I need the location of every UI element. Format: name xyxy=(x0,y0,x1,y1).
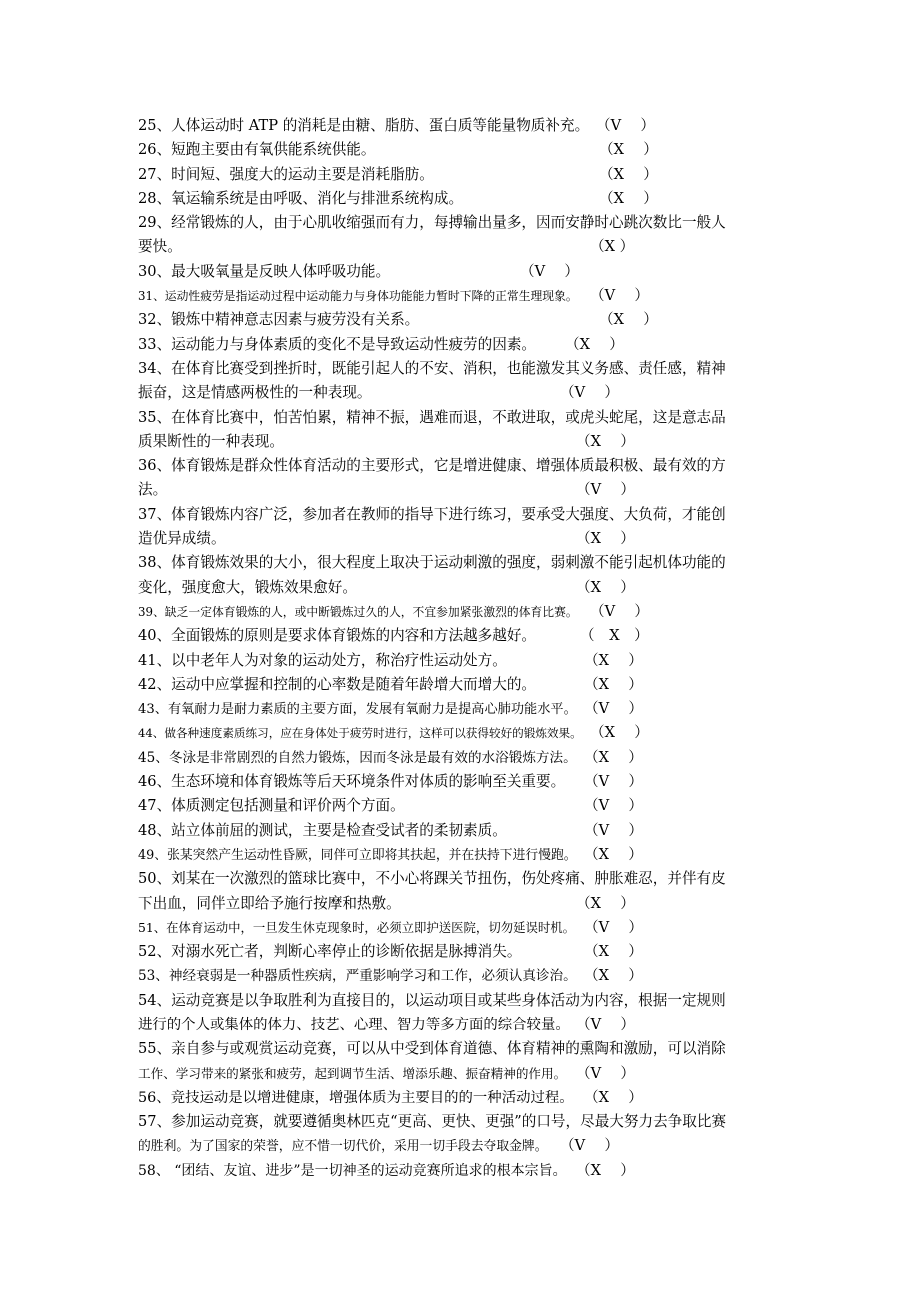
answer-mark: （V ） xyxy=(584,797,643,815)
question-text: 58、 “团结、友谊、进步”是一切神圣的运动竞赛所追求的根本宗旨。 xyxy=(138,1162,567,1179)
question-text: 35、在体育比赛中，怕苦怕累，精神不振，遇难而退，不敢进取，或虎头蛇尾，这是意志品 xyxy=(138,408,726,426)
answer-mark: （X ） xyxy=(576,530,635,548)
question-line xyxy=(138,576,798,600)
question-line xyxy=(138,551,798,575)
answer-mark: （X ） xyxy=(576,1161,635,1179)
question-item xyxy=(138,770,798,794)
question-line xyxy=(138,381,798,405)
answer-mark: （X ） xyxy=(590,238,635,256)
question-line xyxy=(138,163,798,187)
question-line xyxy=(138,770,798,794)
question-line xyxy=(138,308,798,332)
question-line xyxy=(138,697,798,721)
question-line xyxy=(138,260,798,284)
question-line xyxy=(138,1086,798,1110)
question-line xyxy=(138,284,798,308)
question-line xyxy=(138,333,798,357)
question-line xyxy=(138,1110,798,1134)
question-text: 54、运动竞赛是以争取胜利为直接目的，以运动项目或某些身体活动为内容，根据一定规则 xyxy=(138,991,726,1009)
question-text: 55、亲自参与或观赏运动竞赛，可以从中受到体育道德、体育精神的熏陶和激励，可以消除 xyxy=(138,1040,726,1058)
question-line xyxy=(138,454,798,478)
question-text: 下出血，同伴立即给予施行按摩和热敷。 xyxy=(138,894,401,912)
answer-mark: （V ） xyxy=(560,1137,619,1155)
question-text: 56、竞技运动是以增进健康，增强体质为主要目的的一种活动过程。 xyxy=(138,1089,574,1106)
question-item xyxy=(138,138,798,162)
question-item xyxy=(138,721,798,745)
question-text: 39、缺乏一定体育锻炼的人，或中断锻炼过久的人，不宜参加紧张激烈的体育比赛。 xyxy=(138,604,578,619)
question-text: 48、站立体前屈的测试，主要是检查受试者的柔韧素质。 xyxy=(138,821,507,839)
question-item xyxy=(138,503,798,552)
question-text: 26、短跑主要由有氧供能系统供能。 xyxy=(138,141,376,159)
question-item xyxy=(138,308,798,332)
question-item xyxy=(138,211,798,260)
question-text: 造优异成绩。 xyxy=(138,530,226,548)
question-item xyxy=(138,624,798,648)
question-line xyxy=(138,964,798,988)
answer-mark: （V ） xyxy=(590,287,649,305)
question-line xyxy=(138,187,798,211)
question-line xyxy=(138,1062,798,1086)
answer-mark: （X ） xyxy=(584,675,643,693)
question-line xyxy=(138,1013,798,1037)
question-item xyxy=(138,357,798,406)
question-text: 51、在体育运动中，一旦发生休克现象时，必须立即护送医院，切勿延误时机。 xyxy=(138,919,576,935)
question-item xyxy=(138,673,798,697)
answer-mark: （V ） xyxy=(576,1064,635,1082)
question-item xyxy=(138,649,798,673)
true-false-question-list xyxy=(138,114,798,1183)
question-text: 37、体育锻炼内容广泛，参加者在教师的指导下进行练习，要承受大强度、大负荷，才能创 xyxy=(138,505,726,523)
question-line xyxy=(138,1159,798,1183)
question-item xyxy=(138,964,798,988)
answer-mark: （V ） xyxy=(596,117,655,134)
question-text: 29、经常锻炼的人，由于心肌收缩强而有力，每搏输出量多，因而安静时心跳次数比一般人 xyxy=(138,214,726,232)
question-line xyxy=(138,430,798,454)
question-item xyxy=(138,187,798,211)
question-line xyxy=(138,916,798,940)
question-item xyxy=(138,406,798,455)
question-line xyxy=(138,235,798,259)
question-item xyxy=(138,260,798,284)
question-item xyxy=(138,454,798,503)
question-item xyxy=(138,114,798,138)
question-text: 45、冬泳是非常剧烈的自然力锻炼，因而冬泳是最有效的水浴锻炼方法。 xyxy=(138,749,577,766)
question-line xyxy=(138,746,798,770)
question-text: 法。 xyxy=(138,481,168,499)
answer-mark: （X ） xyxy=(576,578,635,596)
question-text: 变化，强度愈大，锻炼效果愈好。 xyxy=(138,578,357,596)
question-text: 46、生态环境和体育锻炼等后天环境条件对体质的影响至关重要。 xyxy=(138,773,566,791)
question-text: 40、全面锻炼的原则是要求体育锻炼的内容和方法越多越好。 xyxy=(138,627,537,645)
question-line xyxy=(138,478,798,502)
question-item xyxy=(138,333,798,357)
question-item xyxy=(138,940,798,964)
question-text: 33、运动能力与身体素质的变化不是导致运动性疲劳的因素。 xyxy=(138,335,537,353)
question-text: 44、做各种速度素质练习，应在身体处于疲劳时进行，这样可以获得较好的锻炼效果。 xyxy=(138,726,582,741)
question-item xyxy=(138,916,798,940)
question-item xyxy=(138,284,798,308)
question-item xyxy=(138,746,798,770)
question-text: 质果断性的一种表现。 xyxy=(138,432,284,450)
question-item xyxy=(138,697,798,721)
answer-mark: （X ） xyxy=(584,967,643,985)
answer-mark: （X ） xyxy=(599,311,658,329)
answer-mark: （ X ） xyxy=(580,627,649,645)
question-line xyxy=(138,503,798,527)
answer-mark: （X ） xyxy=(584,1088,643,1106)
question-text: 42、运动中应掌握和控制的心率数是随着年龄增大而增大的。 xyxy=(138,675,537,693)
question-item xyxy=(138,1159,798,1183)
question-line xyxy=(138,527,798,551)
question-text: 工作、学习带来的紧张和疲劳，起到调节生活、增添乐趣、振奋精神的作用。 xyxy=(138,1065,567,1081)
question-text: 34、在体育比赛受到挫折时，既能引起人的不安、消积，也能激发其义务感、责任感，精神 xyxy=(138,359,726,377)
answer-mark: （X ） xyxy=(584,651,643,669)
question-text: 47、体质测定包括测量和评价两个方面。 xyxy=(138,797,405,815)
answer-mark: （X ） xyxy=(565,335,624,353)
question-line xyxy=(138,114,798,138)
question-line xyxy=(138,673,798,697)
question-text: 30、最大吸氧量是反映人体呼吸功能。 xyxy=(138,262,391,280)
question-text: 41、以中老年人为对象的运动处方，称治疗性运动处方。 xyxy=(138,651,507,669)
question-text: 要快。 xyxy=(138,238,182,256)
question-item xyxy=(138,794,798,818)
answer-mark: （V ） xyxy=(560,384,619,402)
question-text: 57、参加运动竞赛，就要遵循奥林匹克“更高、更快、更强”的口号，尽最大努力去争取比赛 xyxy=(138,1113,727,1131)
answer-mark: （V ） xyxy=(590,602,649,620)
question-text: 31、运动性疲劳是指运动过程中运动能力与身体功能能力暂时下降的正常生理现象。 xyxy=(138,289,578,304)
question-text: 36、体育锻炼是群众性体育活动的主要形式，它是增进健康、增强体质最积极、最有效的方 xyxy=(138,457,726,475)
answer-mark: （X ） xyxy=(584,943,643,961)
question-line xyxy=(138,940,798,964)
question-line xyxy=(138,867,798,891)
answer-mark: （X ） xyxy=(599,165,658,183)
question-line xyxy=(138,624,798,648)
question-line xyxy=(138,600,798,624)
question-line xyxy=(138,721,798,745)
question-line xyxy=(138,406,798,430)
question-line xyxy=(138,989,798,1013)
question-text: 28、氧运输系统是由呼吸、消化与排泄系统构成。 xyxy=(138,189,464,207)
answer-mark: （V ） xyxy=(584,700,643,718)
question-text: 25、人体运动时 ATP 的消耗是由糖、脂肪、蛋白质等能量物质补充。 xyxy=(138,117,590,134)
question-item xyxy=(138,163,798,187)
answer-mark: （V ） xyxy=(584,773,643,791)
question-line xyxy=(138,211,798,235)
answer-mark: （X ） xyxy=(584,748,643,766)
question-line xyxy=(138,138,798,162)
question-text: 52、对溺水死亡者，判断心率停止的诊断依据是脉搏消失。 xyxy=(138,943,522,961)
answer-mark: （X ） xyxy=(576,432,635,450)
question-text: 43、有氧耐力是耐力素质的主要方面，发展有氧耐力是提高心肺功能水平。 xyxy=(138,702,577,718)
answer-mark: （X ） xyxy=(590,724,649,742)
question-text: 振奋，这是情感两极性的一种表现。 xyxy=(138,384,372,402)
question-text: 50、刘某在一次激烈的篮球比赛中，不小心将踝关节扭伤，伤处疼痛、肿胀难忍，并伴有皮 xyxy=(138,870,726,888)
question-line xyxy=(138,843,798,867)
question-text: 27、时间短、强度大的运动主要是消耗脂肪。 xyxy=(138,165,434,183)
question-line xyxy=(138,1134,798,1158)
question-item xyxy=(138,600,798,624)
question-line xyxy=(138,649,798,673)
question-item xyxy=(138,1086,798,1110)
question-item xyxy=(138,819,798,843)
question-item xyxy=(138,551,798,600)
answer-mark: （V ） xyxy=(576,481,635,499)
question-item xyxy=(138,1037,798,1086)
answer-mark: （X ） xyxy=(599,141,658,159)
question-line xyxy=(138,819,798,843)
question-text: 进行的个人或集体的体力、技艺、心理、智力等多方面的综合较量。 xyxy=(138,1016,570,1033)
answer-mark: （V ） xyxy=(584,821,643,839)
question-item xyxy=(138,1110,798,1159)
question-line xyxy=(138,357,798,381)
question-text: 49、张某突然产生运动性昏厥，同伴可立即将其扶起，并在扶持下进行慢跑。 xyxy=(138,847,577,863)
question-text: 的胜利。为了国家的荣誉，应不惜一切代价，采用一切手段去夺取金牌。 xyxy=(138,1139,548,1155)
answer-mark: （X ） xyxy=(584,845,643,863)
question-text: 38、体育锻炼效果的大小，很大程度上取决于运动刺激的强度，弱刺激不能引起机体功能的 xyxy=(138,554,726,572)
answer-mark: （X ） xyxy=(599,189,658,207)
answer-mark: （V ） xyxy=(576,1015,635,1033)
question-text: 32、锻炼中精神意志因素与疲劳没有关系。 xyxy=(138,311,420,329)
question-line xyxy=(138,892,798,916)
question-item xyxy=(138,989,798,1038)
question-item xyxy=(138,867,798,916)
answer-mark: （X ） xyxy=(576,894,635,912)
question-line xyxy=(138,1037,798,1061)
question-item xyxy=(138,843,798,867)
question-text: 53、神经衰弱是一种器质性疾病，严重影响学习和工作，必须认真诊治。 xyxy=(138,968,577,985)
answer-mark: （V ） xyxy=(520,262,579,280)
answer-mark: （V ） xyxy=(584,918,643,936)
question-line xyxy=(138,794,798,818)
